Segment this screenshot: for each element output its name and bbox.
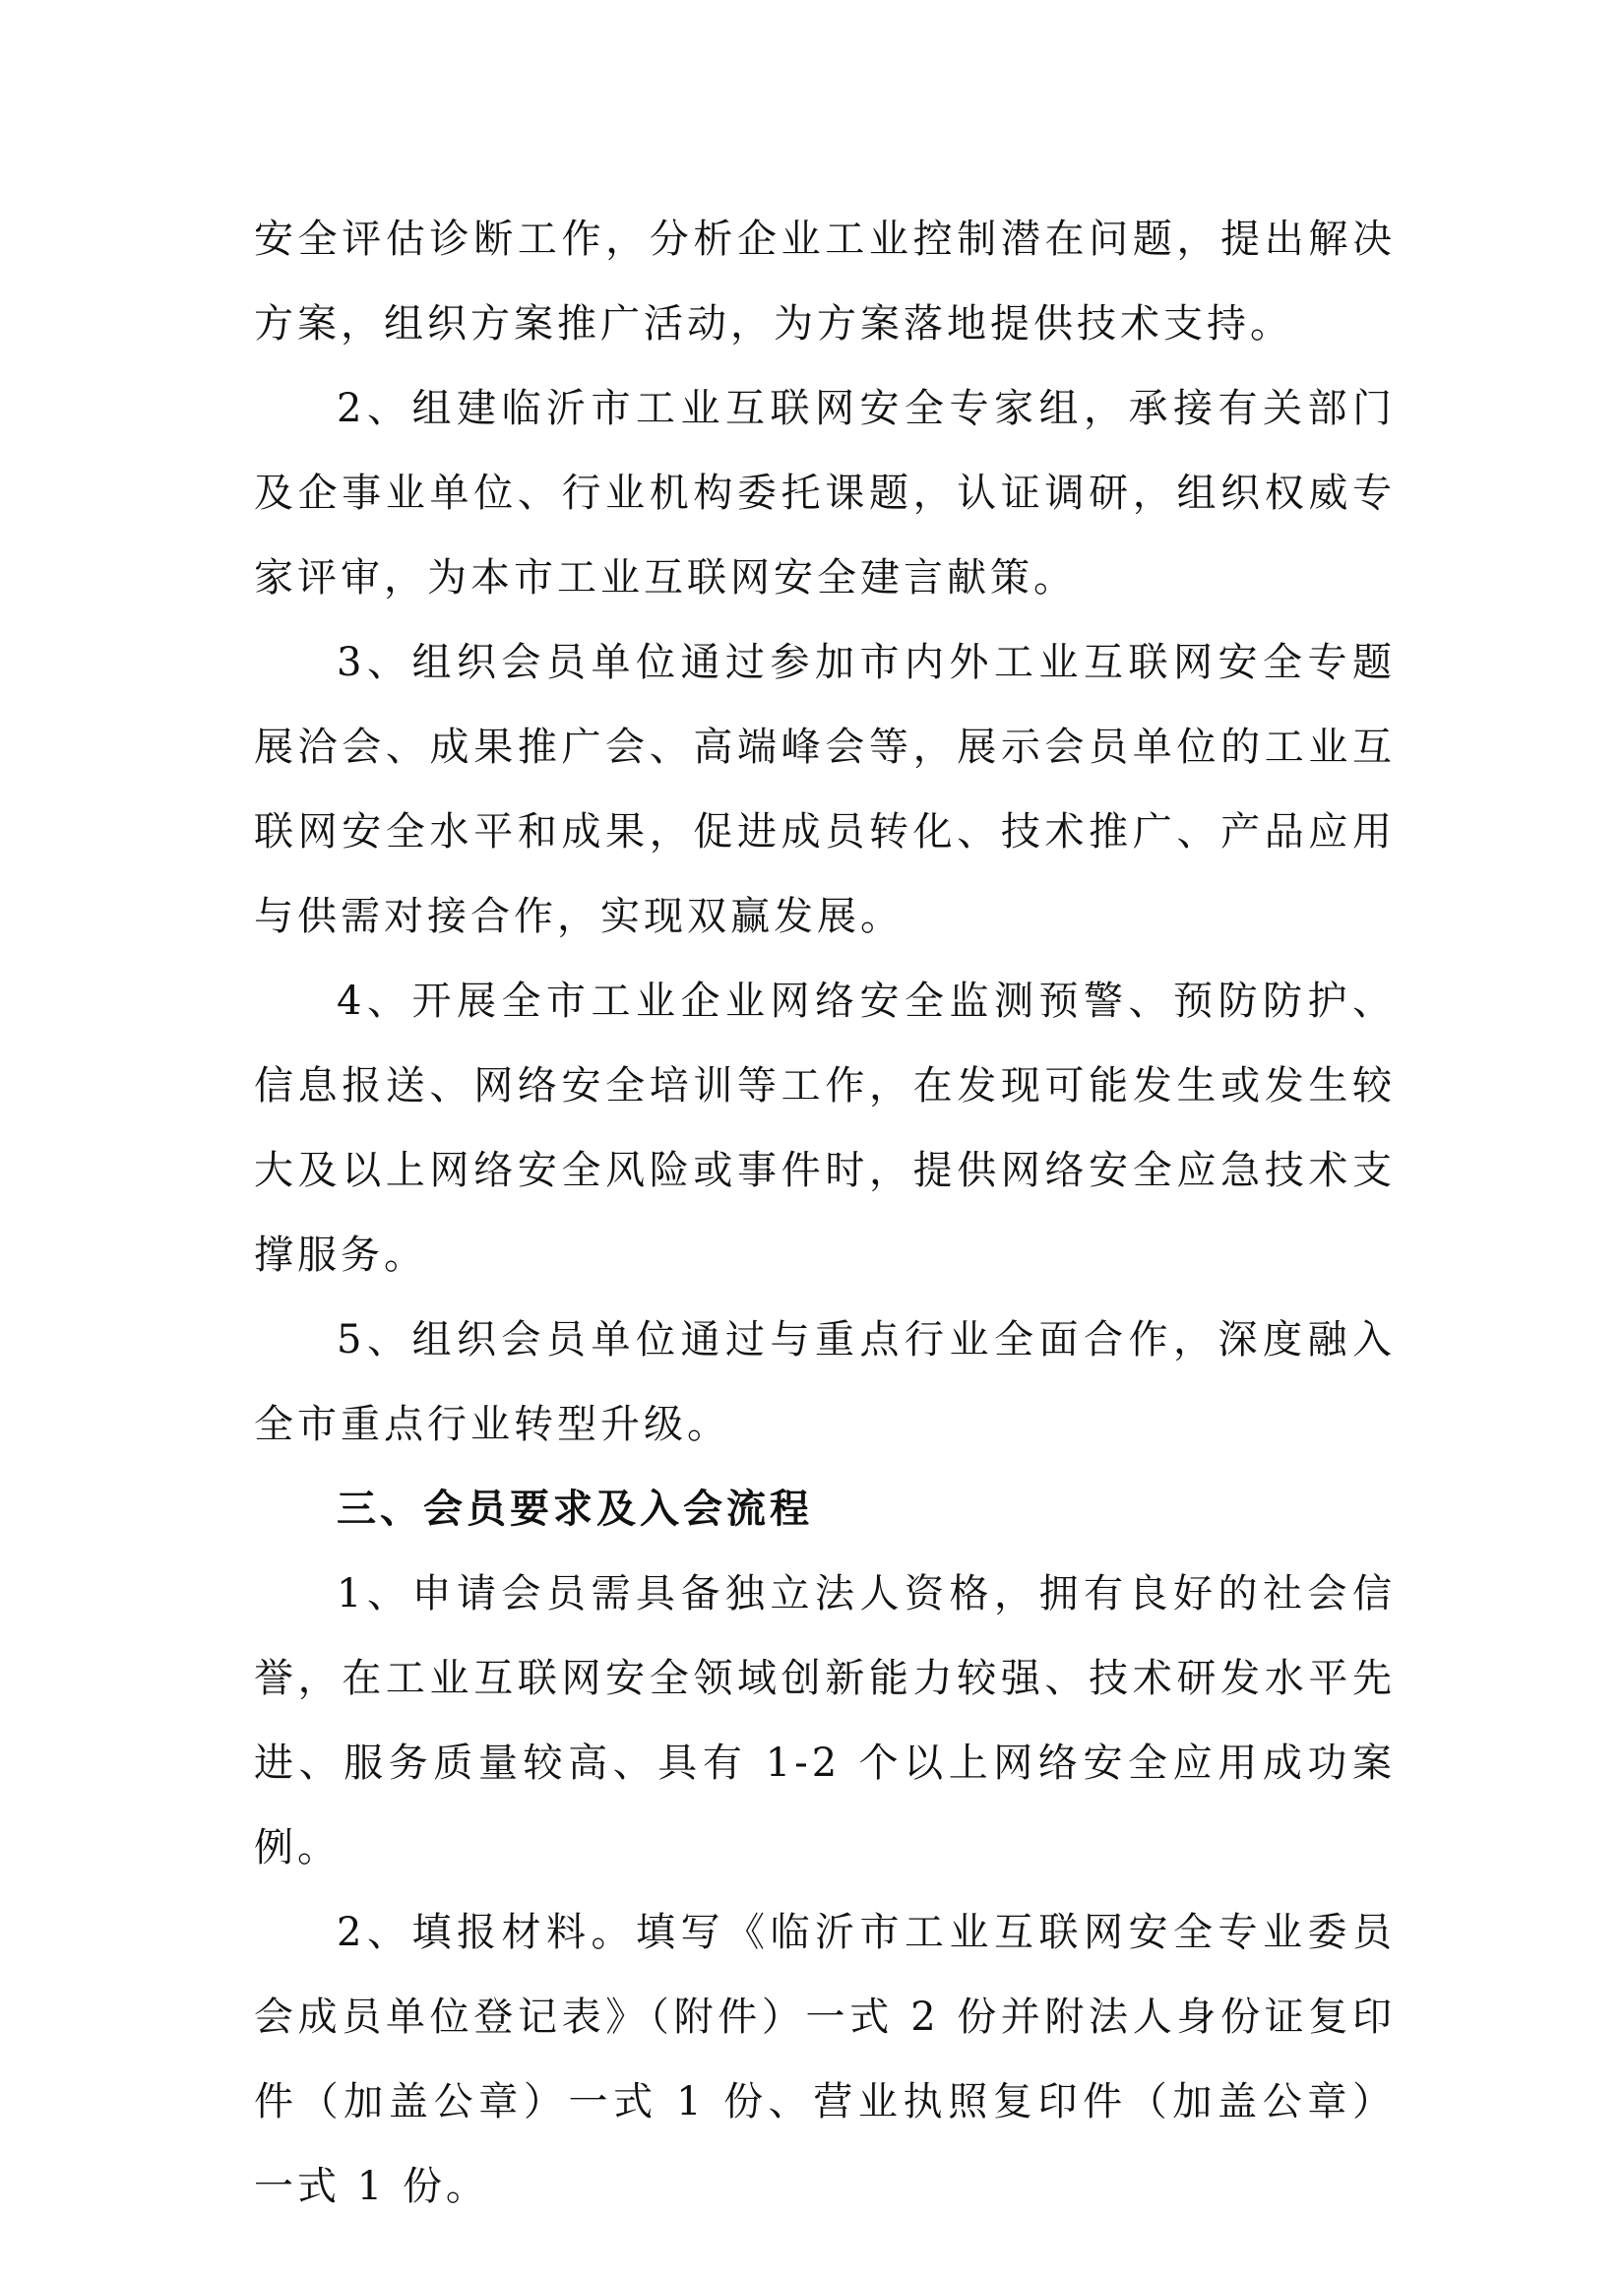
section-heading: 三、会员要求及入会流程 — [337, 1487, 813, 1532]
paragraph-item-5: 5、组织会员单位通过与重点行业全面合作，深度融入全市重点行业转型升级。 — [254, 1317, 1396, 1447]
paragraph-item-2: 2、组建临沂市工业互联网安全专家组，承接有关部门及企事业单位、行业机构委托课题，认证调研，组织权威专家评审，为本市工业互联网安全建言献策。 — [254, 386, 1396, 601]
paragraph-continuation: 安全评估诊断工作，分析企业工业控制潜在问题，提出解决方案，组织方案推广活动，为方案落地提供技术支持。 — [254, 217, 1396, 347]
paragraph-item-3: 3、组织会员单位通过参加市内外工业互联网安全专题展洽会、成果推广会、高端峰会等，展示会员单位的工业互联网安全水平和成果，促进成员转化、技术推广、产品应用与供需对接合作，实现双赢发展。 — [254, 640, 1396, 939]
document-body — [254, 197, 1396, 2229]
paragraph-requirement-2: 2、填报材料。填写《临沂市工业互联网安全专业委员会成员单位登记表》（附件）一式 2 份并附法人身份证复印件（加盖公章）一式 1 份、营业执照复印件（加盖公章）一式 1 份。 — [254, 1910, 1396, 2209]
paragraph-requirement-1: 1、申请会员需具备独立法人资格，拥有良好的社会信誉，在工业互联网安全领域创新能力较强、技术研发水平先进、服务质量较高、具有 1-2 个以上网络安全应用成功案例。 — [254, 1571, 1396, 1870]
paragraph-item-4: 4、开展全市工业企业网络安全监测预警、预防防护、信息报送、网络安全培训等工作，在发现可能发生或发生较大及以上网络安全风险或事件时，提供网络安全应急技术支撑服务。 — [254, 979, 1396, 1278]
